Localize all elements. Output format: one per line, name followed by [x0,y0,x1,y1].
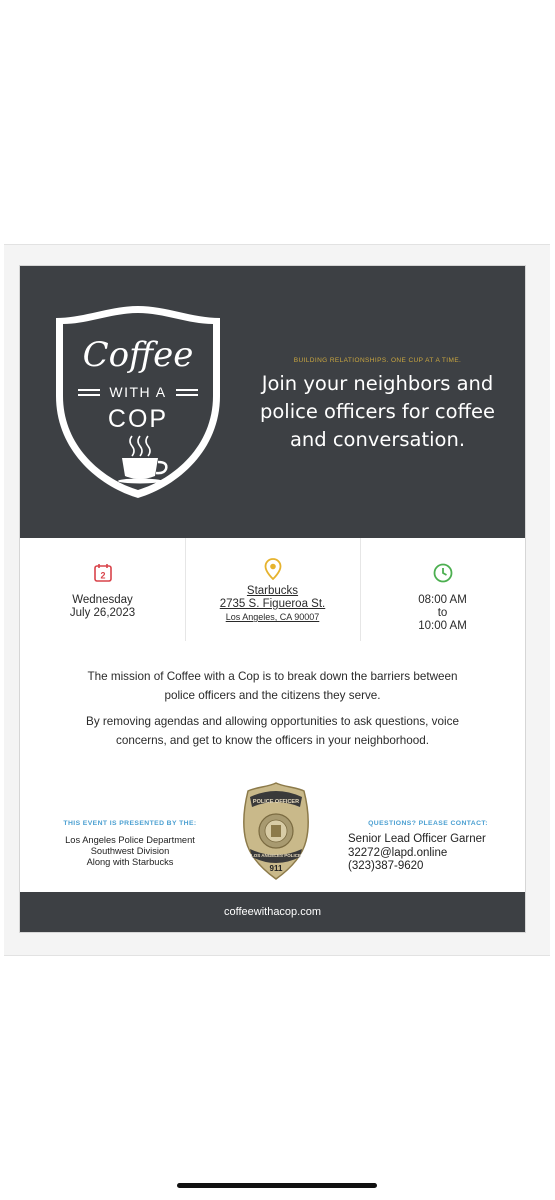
event-details [20,538,525,641]
clock-icon [433,563,453,583]
location-column [185,538,361,641]
presented-by [35,820,225,868]
event-date: July 26,2023 [69,607,136,619]
coffee-with-a-cop-logo [48,300,228,504]
footer-bar [20,892,525,932]
location-pin-icon [264,558,282,580]
contact-info [338,820,518,874]
venue-link[interactable]: Starbucks [246,585,299,597]
time-column [360,538,525,641]
tagline: BUILDING RELATIONSHIPS. ONE CUP AT A TIME. [293,357,462,364]
calendar-icon [93,563,113,583]
presenter-line-2: Southwest Division [90,846,170,856]
hero-panel [20,266,525,538]
street-address[interactable]: 2735 S. Figueroa St. [219,598,326,610]
flyer [20,266,525,932]
date-column [20,538,186,641]
home-indicator[interactable] [177,1183,377,1188]
logo-word-coffee: Coffee [82,335,194,375]
badge-number: 911 [269,864,283,873]
time-end: 10:00 AM [418,620,467,632]
presenter-line-3: Along with Starbucks [86,857,174,867]
website-link[interactable]: coffeewithacop.com [223,906,322,918]
logo-word-with-a: WITH A [109,384,167,400]
time-separator: to [437,607,448,619]
presenter-line-1: Los Angeles Police Department [65,835,195,845]
mission-paragraph-2: By removing agendas and allowing opportunities to ask questions, voice concerns, and get to know the officers in your neighborhood. [86,715,459,747]
contact-name: Senior Lead Officer Garner [348,833,486,845]
contact-email[interactable]: 32272@lapd.online [348,846,448,859]
contact-phone[interactable]: (323)387-9620 [348,860,424,872]
police-badge-icon [240,781,312,881]
logo-word-cop: COP [107,405,169,433]
presented-heading: THIS EVENT IS PRESENTED BY THE: [63,820,197,827]
badge-bottom-text: LOS ANGELES POLICE [250,853,302,858]
contact-heading: QUESTIONS? PLEASE CONTACT: [368,820,488,827]
calendar-day: 2 [99,570,106,581]
mission-paragraph-1: The mission of Coffee with a Cop is to break down the barriers between police officers and the citizens they serve. [87,670,458,702]
headline: Join your neighbors and police officers for coffee and conversation. [259,372,496,451]
badge-top-text: POLICE OFFICER [252,799,300,805]
city-address[interactable]: Los Angeles, CA 90007 [225,612,320,622]
mission-statement [80,668,465,758]
event-day: Wednesday [72,594,133,606]
time-start: 08:00 AM [418,594,467,606]
